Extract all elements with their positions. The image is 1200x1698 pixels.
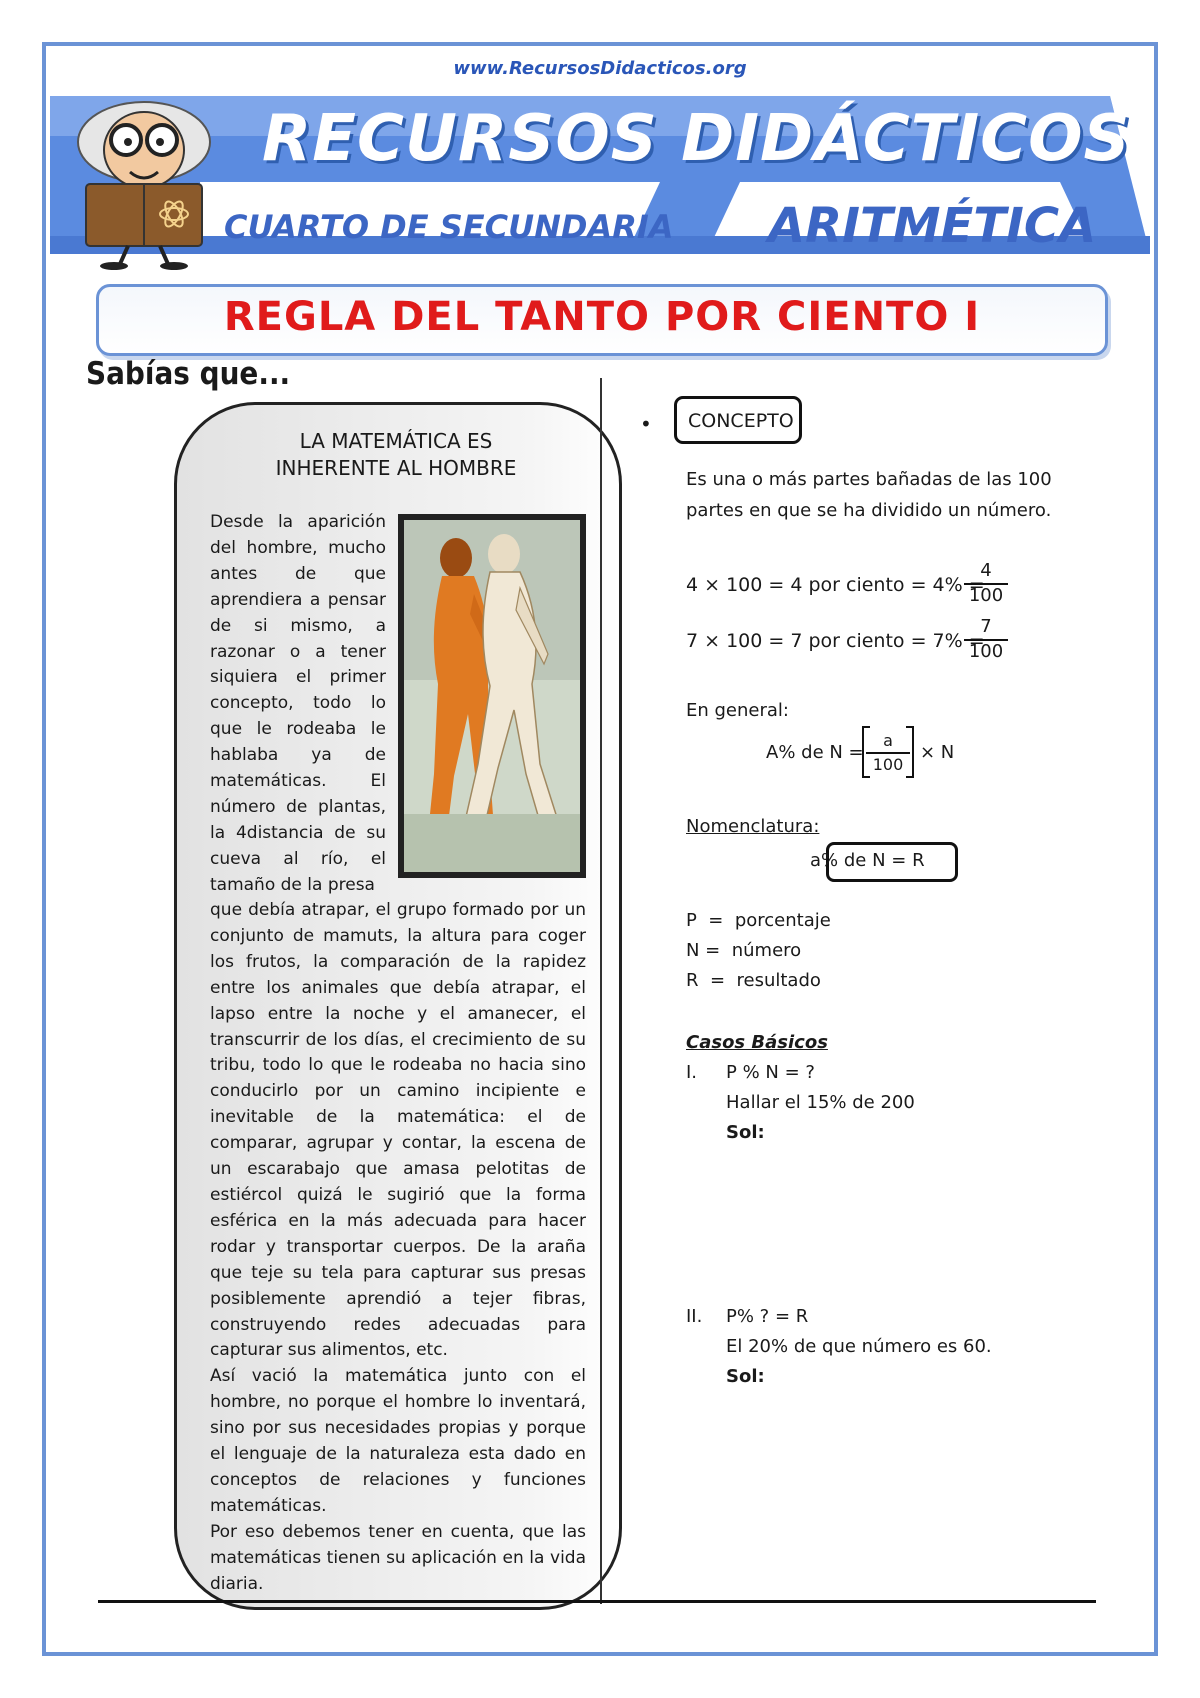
case-1-formula: P % N = ? [726, 1062, 815, 1083]
legend-row: P = porcentaje [686, 910, 831, 931]
example-equation-1: 4 × 100 = 4 por ciento = 4% = [686, 574, 985, 596]
intro-line: tamaño de la presa [210, 874, 375, 895]
grade-label: CUARTO DE SECUNDARIA [224, 208, 674, 246]
intro-line: del hombre, mucho [210, 537, 386, 558]
cases-title: Casos Básicos [686, 1032, 828, 1053]
intro-line: hablaba ya de [210, 745, 386, 766]
column-divider [600, 378, 602, 1604]
case-1-solution-label: Sol: [726, 1122, 765, 1143]
sidebar-heading: Sabías que... [86, 356, 291, 392]
concept-definition: Es una o más partes bañadas de las 100 partes en que se ha dividido un número. [686, 469, 1052, 521]
intro-line: concepto, todo lo [210, 693, 386, 714]
intro-line: cueva al río, el [210, 848, 386, 869]
intro-line: que le rodeaba le [210, 719, 386, 740]
intro-line: de si mismo, a [210, 615, 386, 636]
intro-line: razonar o a tener [210, 641, 386, 662]
subject-label: ARITMÉTICA [768, 198, 1097, 254]
fraction-2: $\frac{7}{100}$ [964, 616, 1008, 663]
legend-row: R = resultado [686, 970, 821, 991]
fraction-1: $\frac{4}{100}$ [964, 560, 1008, 607]
case-2-number: II. [686, 1306, 703, 1327]
case-2-solution-label: Sol: [726, 1366, 765, 1387]
general-formula-rhs: × N [920, 742, 955, 763]
legend-row: N = número [686, 940, 802, 961]
page-title: REGLA DEL TANTO POR CIENTO I [223, 294, 981, 340]
site-url[interactable]: www.RecursosDidacticos.org [453, 58, 747, 79]
capsule-title: LA MATEMÁTICA ES INHERENTE AL HOMBRE [275, 429, 517, 480]
intro-line: número de plantas, [210, 796, 386, 817]
capsule-intro-text [210, 510, 386, 899]
intro-line: la 4distancia de su [210, 822, 386, 843]
bullet-icon: • [640, 412, 652, 436]
general-label: En general: [686, 700, 789, 721]
intro-line: matemáticas. El [210, 771, 386, 792]
intro-line: siquiera el primer [210, 667, 386, 688]
intro-line: aprendiera a pensar [210, 589, 386, 610]
case-1-problem: Hallar el 15% de 200 [726, 1092, 915, 1113]
nomenclature-formula: a% de N = R [810, 850, 925, 871]
general-fraction: $\frac{a}{100}$ [866, 730, 910, 776]
nomenclature-label: Nomenclatura: [686, 816, 820, 837]
capsule-body-text: que debía atrapar, el grupo formado por un conjunto de mamuts, la altura para coger los frutos, la comparación de la rapidez entre los animales que debía atrapar, el lapso entre la noche y el amanecer, el transcurrir de los días, el crecimiento de su tribu, todo lo que le rodeaba no hacia sino conducirlo por un camino incipiente e inevitable de la matemática: el de comparar, agrupar y contar, la escena de un escarabajo que amasa pelotitas de estiércol quizá le sugirió que la forma esférica en la más adecuada para hacer rodar y transportar cuerpos. De la araña que teje su tela para capturar sus presas posiblemente aprendió a tejer fibras, construyendo redes adecuadas para capturar sus alimentos, etc. Así vació la matemática junto con el hombre, no porque el hombre lo inventará, sino por sus necesidades propias y porque el lenguaje de la naturaleza esta dado en conceptos de relaciones y funciones matemáticas. Por eso debemos tener en cuenta, que las matemáticas tienen su aplicación en la vida diaria. [210, 900, 586, 1594]
concept-label: CONCEPTO [688, 410, 794, 432]
right-bracket [906, 726, 914, 778]
case-2-formula: P% ? = R [726, 1306, 809, 1327]
case-1-number: I. [686, 1062, 698, 1083]
case-2-problem: El 20% de que número es 60. [726, 1336, 992, 1357]
general-formula-lhs: A% de N = [766, 742, 864, 763]
intro-line: Desde la aparición [210, 512, 386, 532]
professor-mascot-icon [58, 92, 230, 270]
example-equation-2: 7 × 100 = 7 por ciento = 7% = [686, 630, 985, 652]
footer-rule [98, 1600, 1096, 1603]
brand-title: RECURSOS DIDÁCTICOS [262, 102, 1131, 176]
human-evolution-image [398, 514, 586, 878]
intro-line: antes de que [210, 563, 386, 584]
